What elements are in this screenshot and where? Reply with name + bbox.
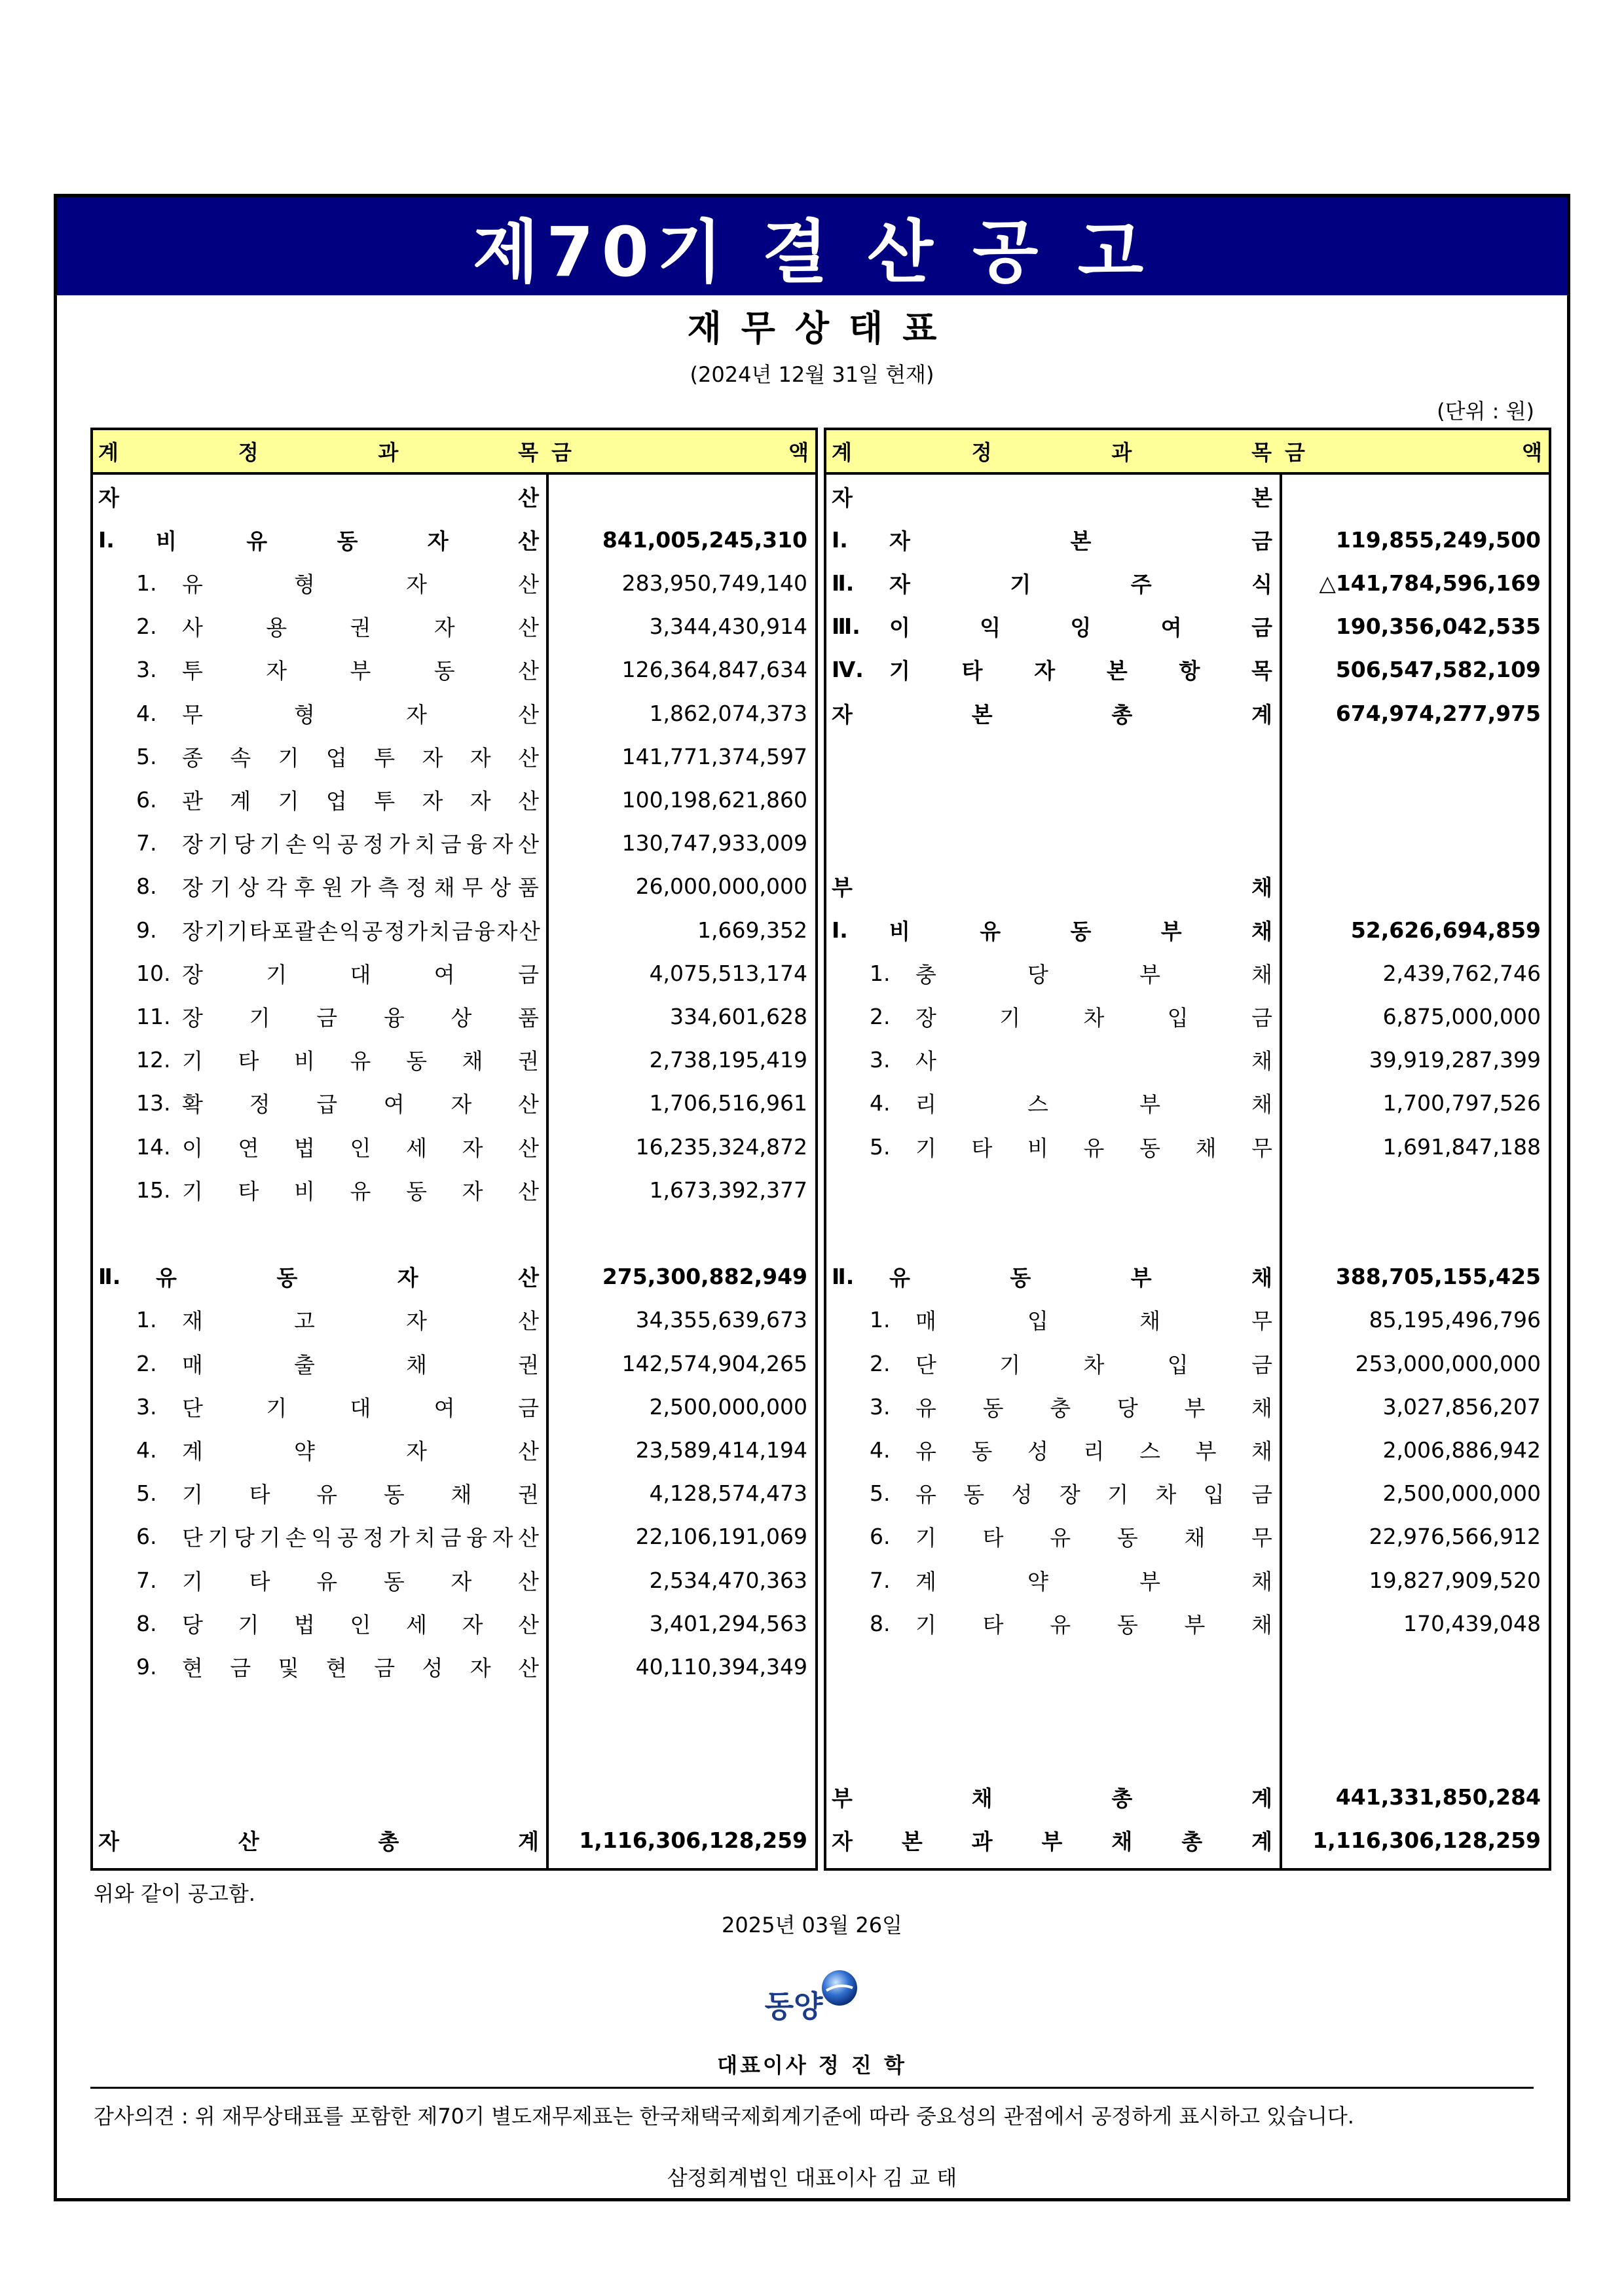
account-name — [182, 908, 539, 951]
account-label: 자 본 총 계 — [832, 701, 1272, 727]
account-label: 사 채 — [915, 1048, 1272, 1074]
account-label: 재 고 자 산 — [182, 1308, 539, 1334]
row-amount: 2,500,000,000 — [649, 1393, 807, 1420]
account-label: 장 기 기 타 포 괄 손 익 공 정 가 치 금 융 자 산 — [182, 918, 539, 944]
table-row — [826, 561, 1549, 604]
row-amount: 2,738,195,419 — [649, 1047, 807, 1073]
row-amount: 441,331,850,284 — [1335, 1784, 1541, 1810]
account-label: 기 타 자 본 항 목 — [889, 658, 1272, 684]
row-number: 5. — [136, 743, 157, 769]
row-amount: 100,198,621,860 — [621, 786, 807, 813]
table-row — [93, 1038, 815, 1082]
account-label: 단 기 대 여 금 — [182, 1395, 539, 1421]
row-number: 8. — [136, 873, 157, 900]
account-name — [915, 1602, 1272, 1645]
row-amount: 22,976,566,912 — [1369, 1524, 1541, 1550]
row-number: 7. — [136, 1567, 157, 1593]
row-amount: 1,116,306,128,259 — [579, 1827, 807, 1853]
closing-statement: 위와 같이 공고함. — [94, 1881, 255, 1906]
header-char: 금 — [551, 440, 572, 465]
statement-date: (2024년 12월 31일 현재) — [690, 362, 934, 387]
header-char: 계 — [98, 440, 119, 465]
row-amount: 126,364,847,634 — [621, 657, 807, 683]
table-row — [93, 1818, 815, 1862]
globe-icon — [820, 1968, 859, 2008]
account-name — [832, 475, 1272, 518]
row-amount: 2,439,762,746 — [1382, 960, 1541, 986]
account-label: 기 타 유 동 자 산 — [182, 1568, 539, 1594]
row-number: Ⅱ. — [832, 570, 855, 596]
row-number: 9. — [136, 1653, 157, 1680]
account-name — [889, 518, 1272, 561]
row-amount: 119,855,249,500 — [1335, 526, 1541, 553]
account-label: 자 기 주 식 — [889, 571, 1272, 597]
header-char: 금 — [1285, 440, 1305, 465]
account-label: 기 타 비 유 동 채 무 — [915, 1135, 1272, 1161]
account-name — [182, 865, 539, 908]
table-row — [826, 951, 1549, 995]
unit-label: (단위 : 원) — [1437, 399, 1534, 424]
publication-date: 2025년 03월 26일 — [722, 1913, 902, 1937]
header-char: 액 — [788, 440, 809, 465]
account-name — [889, 605, 1272, 648]
notice-banner — [57, 197, 1567, 295]
row-number: 14. — [136, 1133, 171, 1160]
account-label: 기 타 유 동 부 채 — [915, 1611, 1272, 1638]
row-amount: 3,401,294,563 — [649, 1610, 807, 1636]
amount-header — [1285, 430, 1542, 472]
account-name — [182, 951, 539, 995]
account-label: 단 기 차 입 금 — [915, 1351, 1272, 1378]
account-name — [182, 995, 539, 1038]
table-row — [93, 908, 815, 951]
table-row — [93, 822, 815, 865]
row-number: 4. — [136, 1437, 157, 1463]
table-header — [826, 430, 1549, 475]
account-name — [156, 518, 539, 561]
table-row — [826, 1082, 1549, 1125]
table-row — [93, 1645, 815, 1688]
table-row — [826, 691, 1549, 735]
table-row — [93, 1082, 815, 1125]
row-number: 2. — [136, 614, 157, 640]
account-name — [156, 1255, 539, 1298]
row-number: 6. — [136, 1524, 157, 1550]
row-number: Ⅲ. — [832, 614, 860, 640]
table-row — [826, 908, 1549, 951]
account-header — [832, 430, 1272, 472]
row-amount: 1,669,352 — [697, 917, 807, 943]
row-amount: △141,784,596,169 — [1319, 570, 1541, 596]
row-amount: 39,919,287,399 — [1369, 1047, 1541, 1073]
account-name — [915, 995, 1272, 1038]
row-amount: 85,195,496,796 — [1369, 1307, 1541, 1333]
table-row — [93, 1385, 815, 1428]
table-row — [826, 1558, 1549, 1602]
header-char: 과 — [378, 440, 399, 465]
account-label: 자 산 총 계 — [98, 1828, 539, 1854]
row-number: 1. — [136, 570, 157, 596]
row-amount: 190,356,042,535 — [1335, 614, 1541, 640]
notice-frame — [54, 194, 1570, 2201]
row-amount: 841,005,245,310 — [602, 526, 807, 553]
row-amount: 506,547,582,109 — [1335, 657, 1541, 683]
account-label: 장 기 차 입 금 — [915, 1004, 1272, 1031]
table-row — [826, 1125, 1549, 1168]
account-label: 사 용 권 자 산 — [182, 615, 539, 641]
account-label: 기 타 비 유 동 자 산 — [182, 1178, 539, 1204]
account-label: 부 채 총 계 — [832, 1785, 1272, 1811]
account-label: 무 형 자 산 — [182, 701, 539, 727]
row-amount: 388,705,155,425 — [1335, 1264, 1541, 1290]
table-row — [93, 1558, 815, 1602]
row-number: 4. — [870, 1090, 891, 1116]
account-label: 비 유 동 자 산 — [156, 528, 539, 554]
table-row — [826, 605, 1549, 648]
account-name — [182, 1168, 539, 1211]
table-row — [93, 778, 815, 821]
account-label: 부 채 — [832, 875, 1272, 901]
row-number: 12. — [136, 1047, 171, 1073]
row-amount: 253,000,000,000 — [1355, 1350, 1541, 1376]
account-name — [915, 1298, 1272, 1342]
ceo-signature: 대표이사 정 진 학 — [717, 2053, 907, 2078]
account-name — [98, 1818, 539, 1862]
table-row — [826, 518, 1549, 561]
row-number: 10. — [136, 960, 171, 986]
account-name — [182, 1515, 539, 1558]
header-char: 액 — [1522, 440, 1542, 465]
company-logo — [57, 1958, 1567, 2030]
row-number: 5. — [136, 1480, 157, 1507]
header-char: 목 — [1251, 440, 1272, 465]
row-amount: 19,827,909,520 — [1369, 1567, 1541, 1593]
row-amount: 3,027,856,207 — [1382, 1393, 1541, 1420]
account-label: 계 약 자 산 — [182, 1438, 539, 1464]
account-label: 기 타 유 동 채 권 — [182, 1482, 539, 1508]
account-name — [182, 1472, 539, 1515]
account-label: 장 기 금 융 상 품 — [182, 1004, 539, 1031]
row-amount: 275,300,882,949 — [602, 1264, 807, 1290]
row-number: 13. — [136, 1090, 171, 1116]
row-amount: 334,601,628 — [670, 1003, 807, 1029]
row-number: 8. — [136, 1610, 157, 1636]
table-row — [93, 951, 815, 995]
row-number: Ⅰ. — [98, 526, 115, 553]
row-number: 6. — [136, 786, 157, 813]
table-row — [93, 475, 815, 518]
table-row — [93, 1298, 815, 1342]
row-number: 3. — [870, 1393, 891, 1420]
account-label: 장 기 대 여 금 — [182, 961, 539, 987]
table-row — [93, 605, 815, 648]
account-label: 자 본 금 — [889, 528, 1272, 554]
row-amount: 1,700,797,526 — [1382, 1090, 1541, 1116]
table-row — [826, 1298, 1549, 1342]
account-label: 매 입 채 무 — [915, 1308, 1272, 1334]
account-name — [182, 691, 539, 735]
account-label: 유 동 충 당 부 채 — [915, 1395, 1272, 1421]
table-row — [93, 1168, 815, 1211]
table-row — [93, 1472, 815, 1515]
account-label: 유 동 성 장 기 차 입 금 — [915, 1482, 1272, 1508]
account-name — [182, 1645, 539, 1688]
row-amount: 4,075,513,174 — [649, 960, 807, 986]
account-name — [182, 1125, 539, 1168]
row-number: 7. — [870, 1567, 891, 1593]
row-number: 1. — [870, 960, 891, 986]
row-amount: 141,771,374,597 — [621, 743, 807, 769]
header-char: 과 — [1111, 440, 1132, 465]
table-row — [93, 691, 815, 735]
row-amount: 2,006,886,942 — [1382, 1437, 1541, 1463]
account-label: 확 정 급 여 자 산 — [182, 1092, 539, 1118]
header-char: 정 — [971, 440, 992, 465]
account-label: 투 자 부 동 산 — [182, 658, 539, 684]
table-row — [93, 1515, 815, 1558]
row-number: 3. — [136, 1393, 157, 1420]
row-number: 4. — [136, 700, 157, 726]
row-amount: 1,691,847,188 — [1382, 1133, 1541, 1160]
row-amount: 4,128,574,473 — [649, 1480, 807, 1507]
account-label: 장 기 당 기 손 익 공 정 가 치 금 융 자 산 — [182, 832, 539, 858]
row-number: 5. — [870, 1133, 891, 1160]
table-row — [826, 1602, 1549, 1645]
row-number: Ⅱ. — [832, 1264, 855, 1290]
account-name — [182, 1298, 539, 1342]
row-amount: 26,000,000,000 — [635, 873, 807, 900]
account-name — [889, 908, 1272, 951]
divider — [90, 2087, 1534, 2089]
row-amount: 2,534,470,363 — [649, 1567, 807, 1593]
row-number: Ⅳ. — [832, 657, 864, 683]
table-row — [826, 1818, 1549, 1862]
account-label: 자 본 — [832, 485, 1272, 511]
account-name — [915, 1125, 1272, 1168]
row-amount: 52,626,694,859 — [1350, 917, 1541, 943]
account-label: 유 형 자 산 — [182, 571, 539, 597]
table-row — [93, 1428, 815, 1471]
table-row — [93, 648, 815, 691]
account-label: 이 익 잉 여 금 — [889, 615, 1272, 641]
row-amount: 170,439,048 — [1403, 1610, 1541, 1636]
row-amount: 1,116,306,128,259 — [1312, 1827, 1541, 1853]
row-amount: 22,106,191,069 — [635, 1524, 807, 1550]
table-row — [826, 1385, 1549, 1428]
account-label: 장 기 상 각 후 원 가 측 정 채 무 상 품 — [182, 875, 539, 901]
row-number: 2. — [136, 1350, 157, 1376]
account-name — [182, 561, 539, 604]
table-row — [826, 1775, 1549, 1818]
row-number: 9. — [136, 917, 157, 943]
table-row — [93, 1342, 815, 1385]
row-amount: 6,875,000,000 — [1382, 1003, 1541, 1029]
account-label: 단 기 당 기 손 익 공 정 가 치 금 융 자 산 — [182, 1525, 539, 1551]
row-amount: 2,500,000,000 — [1382, 1480, 1541, 1507]
table-row — [826, 995, 1549, 1038]
table-row — [826, 648, 1549, 691]
row-number: 4. — [870, 1437, 891, 1463]
row-amount: 34,355,639,673 — [635, 1307, 807, 1333]
account-header — [98, 430, 538, 472]
row-number: 7. — [136, 830, 157, 856]
account-label: 매 출 채 권 — [182, 1351, 539, 1378]
table-row — [93, 735, 815, 778]
row-number: Ⅰ. — [832, 917, 848, 943]
account-name — [182, 778, 539, 821]
audit-opinion: 감사의견 : 위 재무상태표를 포함한 제70기 별도재무제표는 한국채택국제회계기준에 따라 중요성의 관점에서 공정하게 표시하고 있습니다. — [94, 2104, 1354, 2129]
row-number: Ⅰ. — [832, 526, 848, 553]
table-row — [826, 1515, 1549, 1558]
row-number: 15. — [136, 1177, 171, 1203]
table-row — [826, 475, 1549, 518]
account-name — [889, 561, 1272, 604]
account-label: 당 기 법 인 세 자 산 — [182, 1611, 539, 1638]
assets-table — [90, 428, 818, 1871]
table-row — [826, 1255, 1549, 1298]
table-row — [93, 865, 815, 908]
row-number: Ⅱ. — [98, 1264, 121, 1290]
row-amount: 142,574,904,265 — [621, 1350, 807, 1376]
account-name — [832, 691, 1272, 735]
row-amount: 40,110,394,349 — [635, 1653, 807, 1680]
account-label: 종 속 기 업 투 자 자 산 — [182, 744, 539, 771]
account-name — [182, 1385, 539, 1428]
liabilities-equity-table — [824, 428, 1551, 1871]
account-label: 이 연 법 인 세 자 산 — [182, 1135, 539, 1161]
table-row — [93, 518, 815, 561]
account-label: 기 타 비 유 동 채 권 — [182, 1048, 539, 1074]
account-name — [832, 1818, 1272, 1862]
row-amount: 1,673,392,377 — [649, 1177, 807, 1203]
table-row — [826, 865, 1549, 908]
account-name — [915, 1515, 1272, 1558]
row-number: 6. — [870, 1524, 891, 1550]
account-name — [915, 1082, 1272, 1125]
row-number: 1. — [136, 1307, 157, 1333]
account-name — [182, 648, 539, 691]
row-number: 3. — [870, 1047, 891, 1073]
header-char: 목 — [518, 440, 538, 465]
account-name — [182, 605, 539, 648]
row-amount: 23,589,414,194 — [635, 1437, 807, 1463]
account-name — [182, 822, 539, 865]
row-number: 8. — [870, 1610, 891, 1636]
row-number: 11. — [136, 1003, 171, 1029]
account-label: 비 유 동 부 채 — [889, 918, 1272, 944]
account-label: 유 동 성 리 스 부 채 — [915, 1438, 1272, 1464]
row-number: 5. — [870, 1480, 891, 1507]
account-name — [915, 1558, 1272, 1602]
row-amount: 130,747,933,009 — [621, 830, 807, 856]
account-name — [915, 1038, 1272, 1082]
account-name — [182, 1082, 539, 1125]
account-label: 자 산 — [98, 485, 539, 511]
account-name — [889, 648, 1272, 691]
row-number: 3. — [136, 657, 157, 683]
account-label: 계 약 부 채 — [915, 1568, 1272, 1594]
account-name — [182, 1342, 539, 1385]
header-char: 정 — [238, 440, 259, 465]
account-name — [915, 1472, 1272, 1515]
row-amount: 1,862,074,373 — [649, 700, 807, 726]
account-name — [182, 1558, 539, 1602]
account-name — [182, 1038, 539, 1082]
account-name — [832, 1775, 1272, 1818]
row-amount: 3,344,430,914 — [649, 614, 807, 640]
row-amount: 1,706,516,961 — [649, 1090, 807, 1116]
table-row — [826, 1472, 1549, 1515]
account-label: 현 금 및 현 금 성 자 산 — [182, 1655, 539, 1681]
account-name — [98, 475, 539, 518]
table-row — [826, 1342, 1549, 1385]
table-row — [93, 1125, 815, 1168]
account-name — [832, 865, 1272, 908]
table-row — [93, 995, 815, 1038]
account-label: 충 당 부 채 — [915, 961, 1272, 987]
banner-title: 제70기 결 산 공 고 — [472, 212, 1152, 292]
row-number: 1. — [870, 1307, 891, 1333]
account-label: 유 동 자 산 — [156, 1265, 539, 1291]
row-amount: 16,235,324,872 — [635, 1133, 807, 1160]
table-row — [826, 1428, 1549, 1471]
account-name — [182, 1428, 539, 1471]
header-char: 계 — [832, 440, 852, 465]
account-label: 기 타 유 동 채 무 — [915, 1525, 1272, 1551]
account-label: 리 스 부 채 — [915, 1092, 1272, 1118]
account-name — [915, 951, 1272, 995]
table-row — [93, 1255, 815, 1298]
account-name — [182, 735, 539, 778]
account-label: 유 동 부 채 — [889, 1265, 1272, 1291]
account-name — [915, 1428, 1272, 1471]
row-number: 2. — [870, 1003, 891, 1029]
amount-header — [551, 430, 809, 472]
statement-title: 재무상태표 — [687, 308, 957, 349]
table-row — [826, 1038, 1549, 1082]
account-name — [182, 1602, 539, 1645]
auditor-name: 삼정회계법인 대표이사 김 교 태 — [667, 2165, 957, 2190]
table-row — [93, 1602, 815, 1645]
account-label: 관 계 기 업 투 자 자 산 — [182, 788, 539, 814]
logo-text: 동양 — [764, 1989, 823, 2024]
row-amount: 283,950,749,140 — [621, 570, 807, 596]
row-number: 2. — [870, 1350, 891, 1376]
account-label: 자 본 과 부 채 총 계 — [832, 1828, 1272, 1854]
account-name — [889, 1255, 1272, 1298]
row-amount: 674,974,277,975 — [1335, 700, 1541, 726]
account-name — [915, 1342, 1272, 1385]
table-row — [93, 561, 815, 604]
account-name — [915, 1385, 1272, 1428]
table-header — [93, 430, 815, 475]
